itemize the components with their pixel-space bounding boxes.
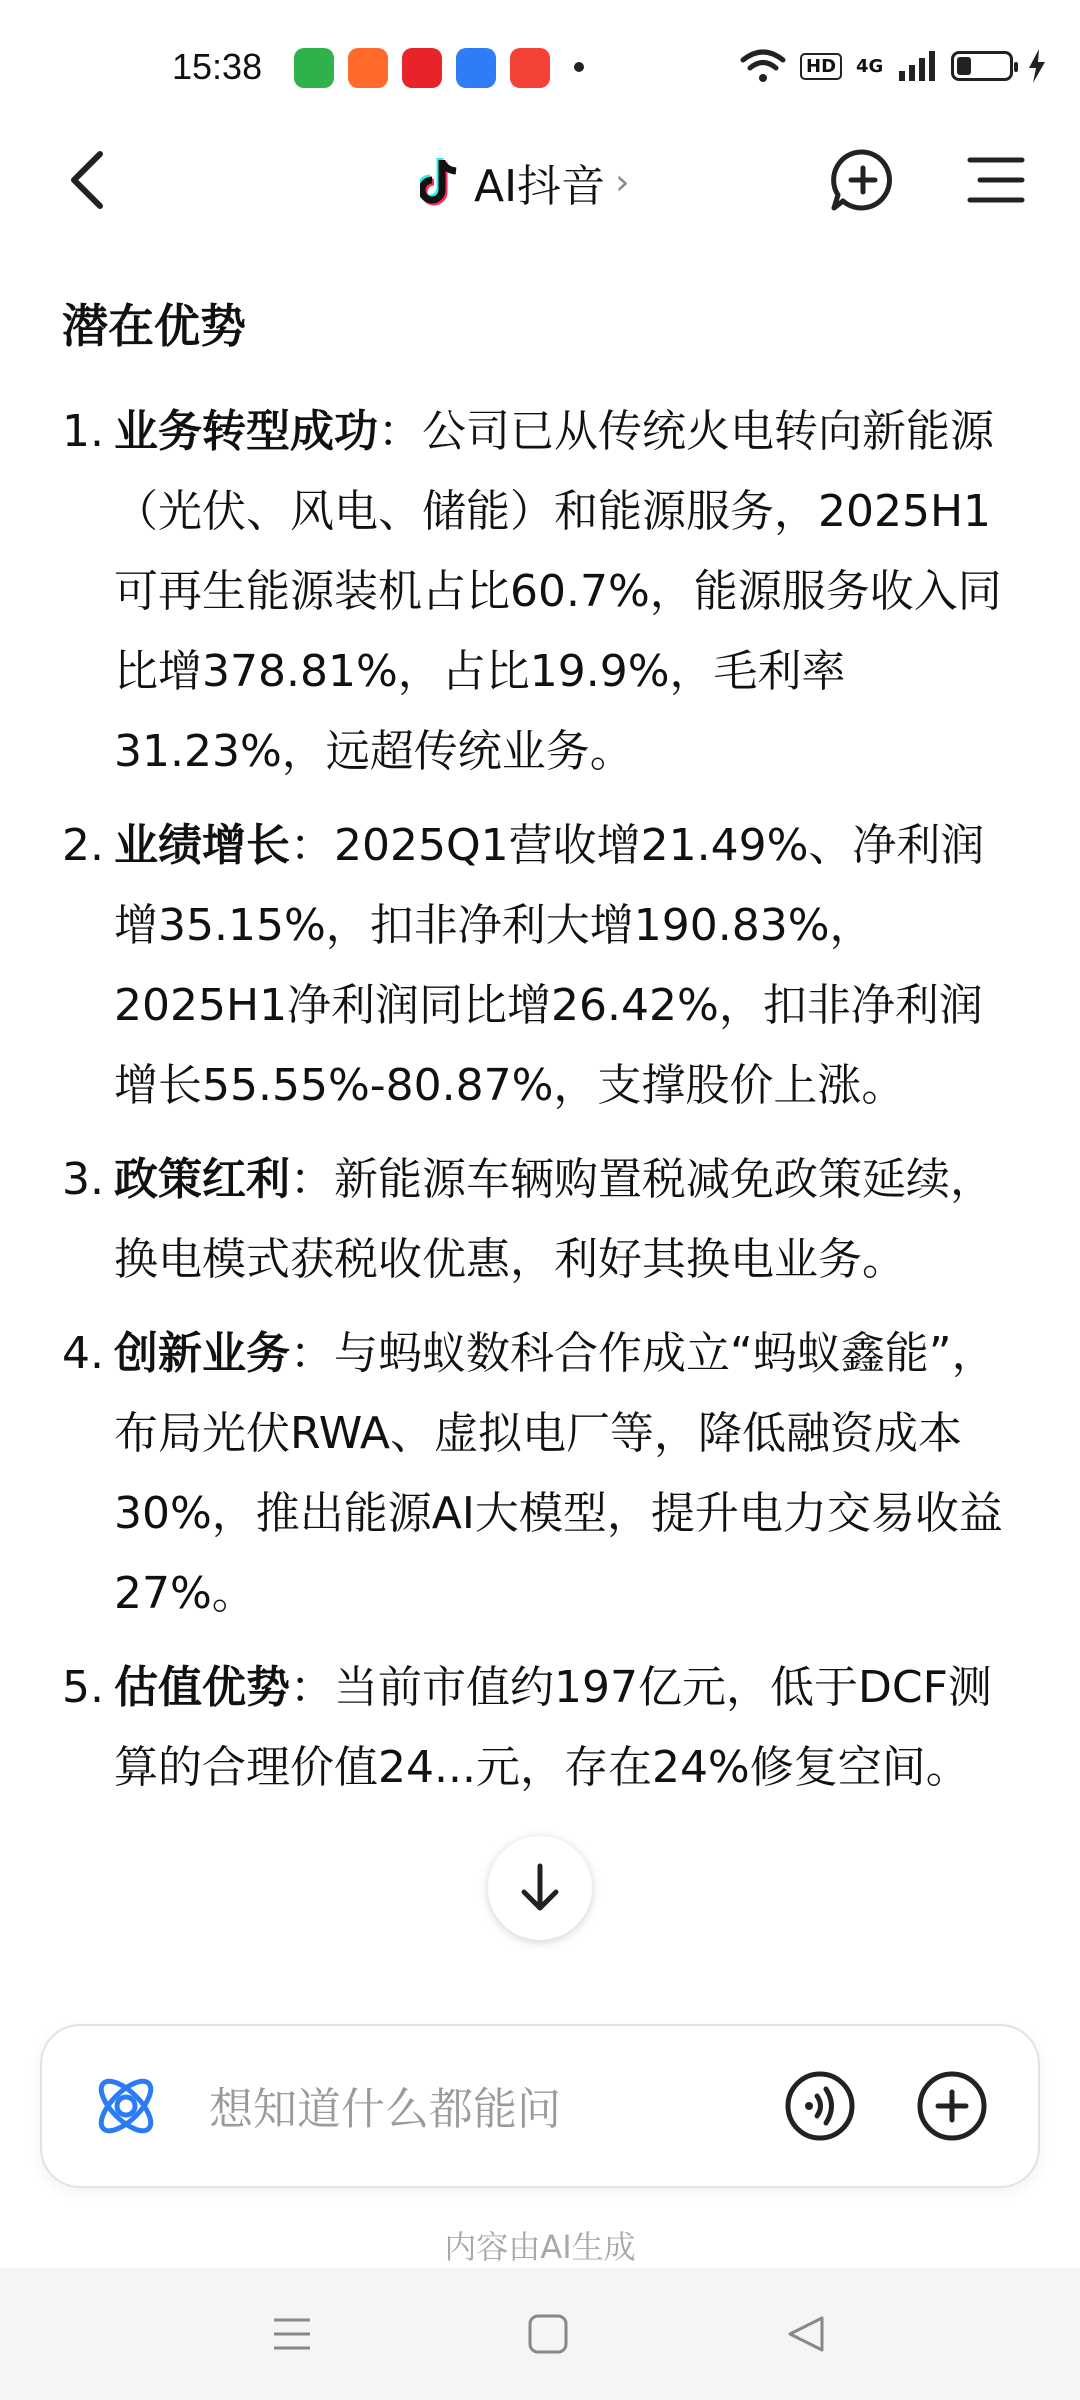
app-icon-toutiao (510, 48, 550, 88)
item-heading: 估值优势 (114, 1662, 290, 1713)
list-number: 4. (62, 1328, 104, 1379)
chevron-right-icon: › (615, 161, 630, 203)
list-body (114, 1140, 1022, 1300)
app-icon-folder (456, 48, 496, 88)
chat-input-bar (40, 2024, 1040, 2188)
status-bar (0, 0, 1080, 130)
home-icon[interactable] (526, 2312, 570, 2356)
item-text: ：新能源车辆购置税减免政策延续，换电模式获税收优惠，利好其换电业务。 (114, 1154, 994, 1285)
item-heading: 业绩增长 (114, 820, 290, 871)
hd-badge: HD (800, 53, 842, 80)
cellular-signal-icon (897, 49, 937, 83)
item-heading: 业务转型成功 (114, 406, 378, 457)
scroll-to-bottom-button[interactable] (488, 1836, 592, 1940)
list-body (114, 806, 1022, 1126)
app-title-button[interactable] (420, 150, 629, 214)
add-attachment-button[interactable] (916, 2070, 988, 2142)
status-indicators (740, 48, 1047, 84)
chat-input[interactable] (207, 2072, 781, 2146)
charging-bolt-icon (1027, 49, 1047, 83)
list-body (114, 1648, 1022, 1808)
voice-input-button[interactable] (784, 2070, 856, 2142)
back-button[interactable] (60, 148, 120, 212)
douyin-logo-icon (420, 156, 464, 208)
section-title: 潜在优势 (62, 299, 246, 353)
item-text: ：与蚂蚁数科合作成立“蚂蚁鑫能”，布局光伏RWA、虚拟电厂等，降低融资成本30%，推出能源AI大模型，提升电力交易收益27%。 (114, 1328, 1003, 1619)
list-item (62, 806, 1022, 1126)
item-text: ：2025Q1营收增21.49%、净利润增35.15%，扣非净利大增190.83%，2025H1净利润同比增26.42%，扣非净利润增长55.55%-80.87%，支撑股价上涨。 (114, 820, 985, 1111)
item-heading: 政策红利 (114, 1154, 290, 1205)
menu-icon[interactable] (966, 150, 1026, 210)
item-heading: 创新业务 (114, 1328, 290, 1379)
app-icon-taobao (348, 48, 388, 88)
more-notifications-dot (574, 62, 584, 72)
list-body (114, 392, 1022, 792)
back-nav-icon[interactable] (784, 2312, 828, 2356)
app-icon-oppo (294, 48, 334, 88)
system-navigation-bar (0, 2268, 1080, 2400)
item-text: ：当前市值约197亿元，低于DCF测算的合理价值24...元，存在24%修复空间。 (114, 1662, 992, 1793)
list-number: 3. (62, 1154, 104, 1205)
wifi-icon (740, 48, 786, 84)
list-number: 5. (62, 1662, 104, 1713)
page-title: AI抖音 (474, 161, 606, 212)
answer-content (62, 290, 1022, 1822)
status-time: 15:38 (172, 46, 263, 87)
battery-icon (951, 51, 1013, 81)
list-item (62, 1140, 1022, 1300)
list-item (62, 1648, 1022, 1808)
ai-assistant-logo-icon (90, 2070, 162, 2142)
list-item (62, 392, 1022, 792)
list-number: 2. (62, 820, 104, 871)
list-body (114, 1314, 1022, 1634)
recent-apps-icon[interactable] (270, 2312, 314, 2356)
status-app-icons (294, 48, 550, 88)
top-nav (0, 130, 1080, 230)
ai-generated-note: 内容由AI生成 (444, 2228, 636, 2266)
item-text: ：公司已从传统火电转向新能源（光伏、风电、储能）和能源服务，2025H1可再生能源装机占比60.7%，能源服务收入同比增378.81%，占比19.9%，毛利率31.23%，远超传统业务。 (114, 406, 1002, 777)
list-number: 1. (62, 406, 104, 457)
list-item (62, 1314, 1022, 1634)
app-icon-618 (402, 48, 442, 88)
arrow-down-icon (516, 1862, 564, 1914)
new-chat-button[interactable] (830, 148, 896, 214)
network-type: 4G (856, 55, 884, 77)
